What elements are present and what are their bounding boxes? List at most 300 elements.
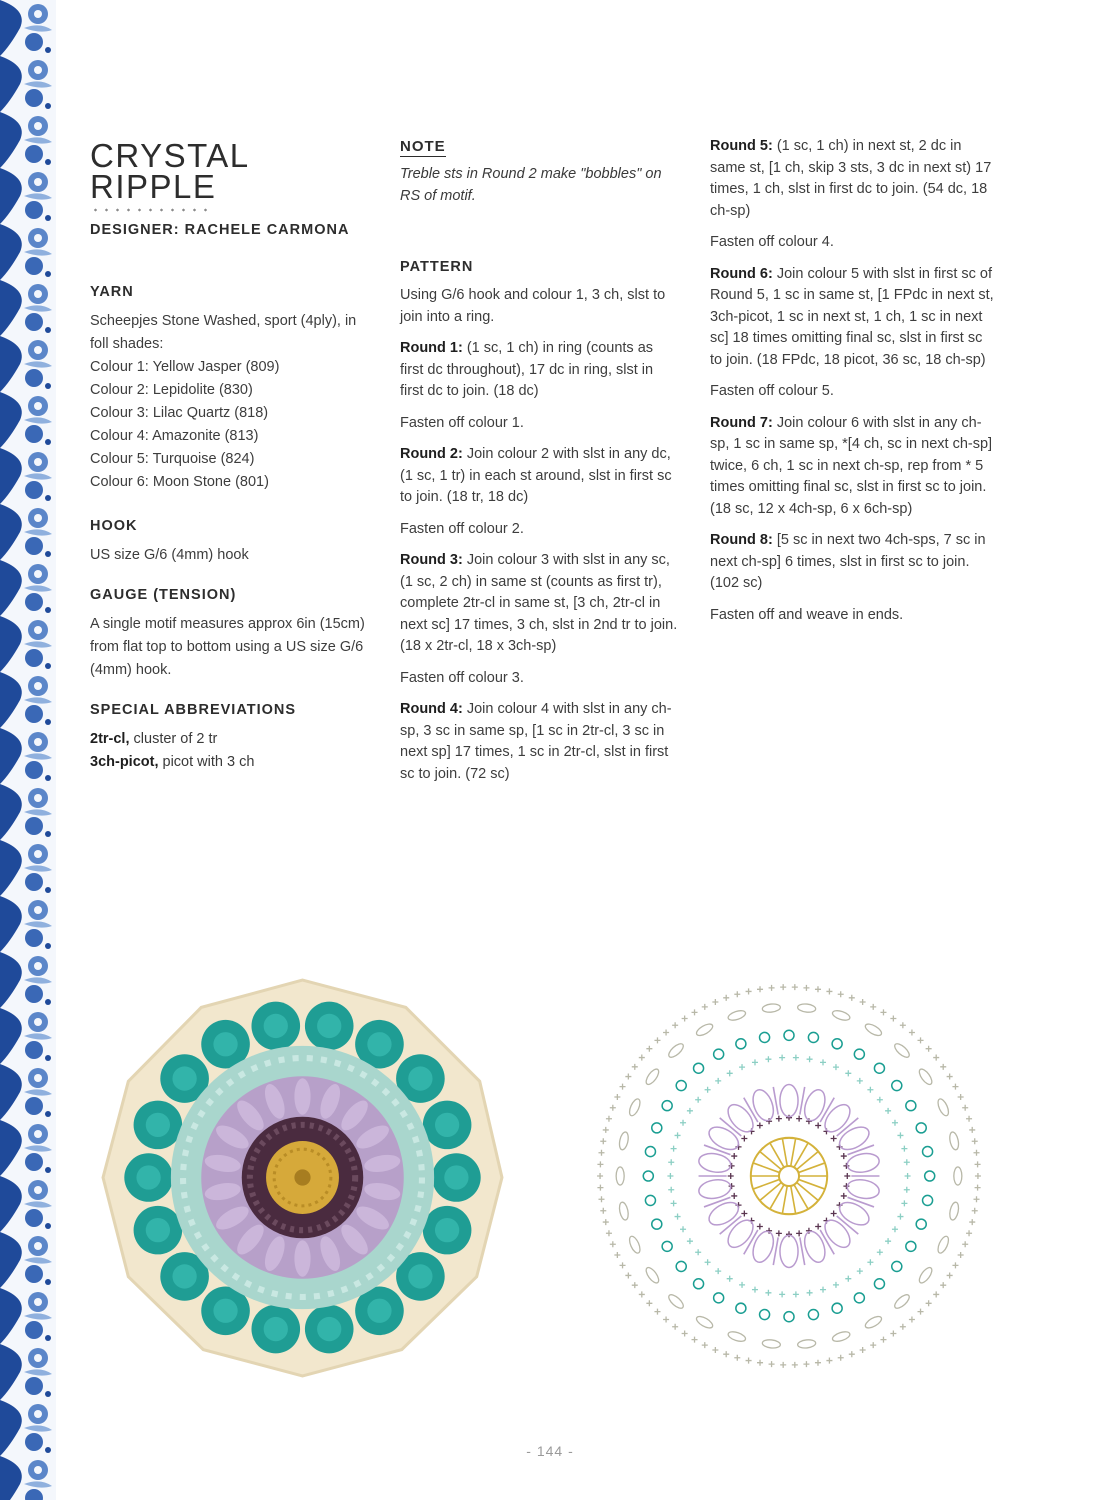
yarn-intro: Scheepjes Stone Washed, sport (4ply), in foll shades: bbox=[90, 313, 357, 352]
round-text: Join colour 5 with slst in first sc of Round 5, 1 sc in same st, [1 FPdc in next st, 3ch-picot, 1 sc in next st, 1 ch, 1 sc in next sc] 18 times omitting final sc, slst in first sc to join. (18 FPdc, 18 picot, 36 sc, 18 ch-sp) bbox=[710, 265, 994, 368]
sc-symbol bbox=[734, 1355, 740, 1361]
sc-symbol bbox=[614, 1094, 620, 1100]
lilac-petal bbox=[294, 1240, 310, 1276]
sc-symbol bbox=[845, 1070, 851, 1076]
sc-symbol bbox=[672, 1324, 678, 1330]
sc-symbol bbox=[741, 1210, 747, 1216]
column-middle bbox=[400, 130, 680, 795]
sc-symbol bbox=[904, 1159, 910, 1165]
sc-symbol bbox=[695, 1097, 701, 1103]
round-label: Round 6: bbox=[710, 265, 773, 282]
sc-symbol bbox=[838, 1355, 844, 1361]
sc-symbol bbox=[723, 995, 729, 1001]
sc-symbol bbox=[877, 1249, 883, 1255]
sc-symbol bbox=[769, 985, 775, 991]
teal-bobble-highlight bbox=[264, 1317, 288, 1341]
sc-symbol bbox=[663, 1030, 669, 1036]
stitch-post bbox=[791, 1138, 796, 1166]
sc-symbol bbox=[739, 1064, 745, 1070]
cluster-loop bbox=[801, 1087, 829, 1123]
sc-symbol bbox=[947, 1272, 953, 1278]
round-label: Round 1: bbox=[400, 340, 463, 356]
sc-symbol bbox=[680, 1226, 686, 1232]
picot-symbol bbox=[714, 1049, 724, 1059]
sc-symbol bbox=[639, 1055, 645, 1061]
round-label: Round 4: bbox=[400, 701, 463, 717]
sc-symbol bbox=[780, 984, 786, 990]
sc-symbol bbox=[796, 1116, 802, 1122]
sc-symbol bbox=[880, 1009, 886, 1015]
sc-symbol bbox=[940, 1282, 946, 1288]
abbreviation-2tr-cl bbox=[90, 728, 365, 751]
gauge-heading: GAUGE (TENSION) bbox=[90, 587, 237, 603]
sc-symbol bbox=[606, 1116, 612, 1122]
chain-symbol bbox=[695, 1022, 715, 1038]
cluster-loop bbox=[697, 1151, 732, 1174]
abbreviation-term: 2tr-cl, bbox=[90, 731, 130, 747]
round-2 bbox=[400, 444, 680, 509]
abbreviation-3ch-picot bbox=[90, 751, 365, 774]
sc-symbol bbox=[958, 1252, 964, 1258]
column-left bbox=[90, 130, 365, 774]
sc-symbol bbox=[905, 1173, 911, 1179]
stitch-post bbox=[794, 1185, 808, 1209]
sc-symbol bbox=[909, 1316, 915, 1322]
abbreviation-definition: cluster of 2 tr bbox=[129, 731, 218, 747]
sc-symbol bbox=[926, 1300, 932, 1306]
picot-symbol bbox=[676, 1261, 686, 1271]
sc-symbol bbox=[900, 1324, 906, 1330]
sc-symbol bbox=[841, 1193, 847, 1199]
chain-symbol bbox=[618, 1201, 630, 1220]
round-label: Round 7: bbox=[710, 414, 773, 431]
picot-symbol bbox=[906, 1241, 916, 1251]
sc-symbol bbox=[668, 1159, 674, 1165]
sc-symbol bbox=[820, 1059, 826, 1065]
decorative-border bbox=[0, 0, 56, 1500]
chain-symbol bbox=[831, 1009, 851, 1022]
stitch-post bbox=[794, 1143, 808, 1167]
fasten-off-final: Fasten off and weave in ends. bbox=[710, 606, 904, 623]
sc-symbol bbox=[597, 1173, 603, 1179]
sc-symbol bbox=[831, 1136, 837, 1142]
sc-symbol bbox=[692, 1009, 698, 1015]
picot-symbol bbox=[643, 1171, 653, 1181]
sc-symbol bbox=[715, 1078, 721, 1084]
picot-symbol bbox=[906, 1101, 916, 1111]
sc-symbol bbox=[739, 1282, 745, 1288]
teal-bobble-highlight bbox=[213, 1032, 237, 1056]
sc-symbol bbox=[620, 1262, 626, 1268]
sc-symbol bbox=[600, 1138, 606, 1144]
chain-symbol bbox=[893, 1292, 912, 1310]
yarn-colour-4: Colour 4: Amazonite (813) bbox=[90, 428, 259, 444]
teal-bobble-highlight bbox=[146, 1113, 170, 1137]
chain-symbol bbox=[644, 1067, 661, 1086]
round-label: Round 3: bbox=[400, 552, 463, 568]
teal-bobble-highlight bbox=[435, 1113, 459, 1137]
picot-symbol bbox=[854, 1049, 864, 1059]
sc-symbol bbox=[867, 1087, 873, 1093]
round-text: Join colour 6 with slst in any ch-sp, 1 sc in same sp, *[4 ch, sc in next ch-sp] twice, 6 ch, 1 sc in next ch-sp, rep from * 5 times omitting final sc, slst in first sc to join. (18 sc, 12 x 4ch-sp, 6 x 6ch-sp) bbox=[710, 414, 993, 517]
motif-photo bbox=[100, 975, 505, 1380]
chain-symbol bbox=[864, 1022, 884, 1038]
round-text: (1 sc, 1 ch) in ring (counts as first dc throughout), 17 dc in ring, slst in first dc to join. (18 dc) bbox=[400, 340, 654, 399]
sc-symbol bbox=[803, 1361, 809, 1367]
teal-bobble-highlight bbox=[408, 1264, 432, 1288]
sc-symbol bbox=[597, 1185, 603, 1191]
sc-symbol bbox=[682, 1015, 688, 1021]
sc-symbol bbox=[857, 1078, 863, 1084]
sc-symbol bbox=[796, 1230, 802, 1236]
picot-symbol bbox=[662, 1101, 672, 1111]
round-5 bbox=[710, 136, 995, 222]
teal-bobble-highlight bbox=[408, 1066, 432, 1090]
dotted-divider bbox=[90, 208, 212, 212]
picot-symbol bbox=[892, 1261, 902, 1271]
lilac-petal bbox=[294, 1078, 310, 1114]
sc-symbol bbox=[715, 1268, 721, 1274]
sc-symbol bbox=[625, 1074, 631, 1080]
note-text: Treble sts in Round 2 make "bobbles" on RS of motif. bbox=[400, 166, 662, 204]
note-heading: NOTE bbox=[400, 138, 446, 155]
picot-symbol bbox=[652, 1123, 662, 1133]
sc-symbol bbox=[918, 1037, 924, 1043]
picot-symbol bbox=[784, 1312, 794, 1322]
abbreviation-term: 3ch-picot, bbox=[90, 754, 159, 770]
sc-symbol bbox=[892, 1120, 898, 1126]
sc-symbol bbox=[820, 1287, 826, 1293]
sc-symbol bbox=[975, 1185, 981, 1191]
sc-symbol bbox=[671, 1200, 677, 1206]
stitch-post bbox=[782, 1186, 787, 1214]
chain-symbol bbox=[627, 1235, 642, 1255]
sc-symbol bbox=[815, 1223, 821, 1229]
sc-symbol bbox=[792, 1362, 798, 1368]
round-7 bbox=[710, 413, 995, 521]
sc-symbol bbox=[966, 1230, 972, 1236]
sc-symbol bbox=[849, 995, 855, 1001]
sc-symbol bbox=[687, 1108, 693, 1114]
chain-symbol bbox=[864, 1314, 884, 1330]
chain-symbol bbox=[618, 1131, 630, 1150]
sc-symbol bbox=[947, 1074, 953, 1080]
cluster-loop bbox=[801, 1229, 829, 1265]
chain-symbol bbox=[762, 1339, 781, 1349]
yarn-section bbox=[90, 310, 365, 494]
picot-symbol bbox=[923, 1147, 933, 1157]
sc-symbol bbox=[792, 984, 798, 990]
stitch-post bbox=[770, 1143, 784, 1167]
sc-symbol bbox=[776, 1230, 782, 1236]
round-label: Round 5: bbox=[710, 138, 773, 154]
fasten-off-5: Fasten off colour 5. bbox=[710, 383, 834, 399]
sc-symbol bbox=[687, 1238, 693, 1244]
sc-symbol bbox=[776, 1116, 782, 1122]
sc-symbol bbox=[972, 1138, 978, 1144]
sc-symbol bbox=[757, 1360, 763, 1366]
sc-symbol bbox=[639, 1291, 645, 1297]
teal-bobble-highlight bbox=[367, 1299, 391, 1323]
sc-symbol bbox=[952, 1262, 958, 1268]
sc-symbol bbox=[632, 1064, 638, 1070]
chain-symbol bbox=[917, 1266, 934, 1285]
sc-symbol bbox=[880, 1337, 886, 1343]
sc-symbol bbox=[668, 1187, 674, 1193]
cluster-loop bbox=[780, 1235, 798, 1267]
sc-symbol bbox=[826, 988, 832, 994]
teal-bobble-highlight bbox=[172, 1264, 196, 1288]
abbreviation-definition: picot with 3 ch bbox=[158, 754, 255, 770]
chain-symbol bbox=[917, 1067, 934, 1086]
sc-symbol bbox=[815, 986, 821, 992]
sc-symbol bbox=[966, 1116, 972, 1122]
sc-symbol bbox=[765, 1290, 771, 1296]
chain-symbol bbox=[627, 1097, 642, 1117]
sc-symbol bbox=[675, 1132, 681, 1138]
teal-bobble-highlight bbox=[146, 1218, 170, 1242]
sc-symbol bbox=[807, 1290, 813, 1296]
picot-symbol bbox=[645, 1195, 655, 1205]
abbreviations-heading: SPECIAL ABBREVIATIONS bbox=[90, 702, 297, 718]
sc-symbol bbox=[975, 1173, 981, 1179]
sc-symbol bbox=[849, 1351, 855, 1357]
sc-symbol bbox=[757, 986, 763, 992]
teal-bobble-highlight bbox=[172, 1066, 196, 1090]
sc-symbol bbox=[671, 1146, 677, 1152]
chain-symbol bbox=[831, 1330, 851, 1343]
sc-symbol bbox=[962, 1105, 968, 1111]
sc-symbol bbox=[598, 1196, 604, 1202]
round-text: Join colour 3 with slst in any sc, (1 sc, 2 ch) in same st (counts as first tr), complete 2tr-cl in same st, [3 ch, 2tr-cl in next sc] 17 times, 3 ch, slst in 2nd tr to join. (18 x 2tr-cl, 18 x 3ch-sp) bbox=[400, 552, 678, 654]
crochet-chart-diagram bbox=[588, 975, 990, 1377]
sc-symbol bbox=[803, 985, 809, 991]
sc-symbol bbox=[975, 1161, 981, 1167]
sc-symbol bbox=[728, 1173, 734, 1179]
chain-symbol bbox=[727, 1009, 747, 1022]
sc-symbol bbox=[610, 1105, 616, 1111]
sc-symbol bbox=[890, 1015, 896, 1021]
sc-symbol bbox=[909, 1030, 915, 1036]
cluster-loop bbox=[846, 1177, 881, 1200]
sc-symbol bbox=[692, 1337, 698, 1343]
teal-bobble-highlight bbox=[136, 1165, 160, 1189]
chain-symbol bbox=[762, 1003, 781, 1013]
sc-symbol bbox=[779, 1055, 785, 1061]
teal-bobble-highlight bbox=[444, 1165, 468, 1189]
sc-symbol bbox=[918, 1309, 924, 1315]
picot-symbol bbox=[760, 1032, 770, 1042]
sc-symbol bbox=[969, 1219, 975, 1225]
picot-symbol bbox=[916, 1219, 926, 1229]
fasten-off-4: Fasten off colour 4. bbox=[710, 234, 834, 250]
sc-symbol bbox=[746, 988, 752, 994]
yarn-colour-2: Colour 2: Lepidolite (830) bbox=[90, 382, 253, 398]
picot-symbol bbox=[784, 1030, 794, 1040]
sc-symbol bbox=[845, 1276, 851, 1282]
sc-symbol bbox=[892, 1226, 898, 1232]
pattern-intro: Using G/6 hook and colour 1, 3 ch, slst to join into a ring. bbox=[400, 287, 666, 325]
teal-bobble-highlight bbox=[317, 1014, 341, 1038]
title-line-2: RIPPLE bbox=[90, 168, 217, 205]
sc-symbol bbox=[815, 1360, 821, 1366]
round-text: Join colour 4 with slst in any ch-sp, 3 sc in same sp, [1 sc in 2tr-cl, 3 sc in next sp] 17 times, 1 sc in 2tr-cl, slst in first sc to join. (72 sc) bbox=[400, 701, 672, 782]
sc-symbol bbox=[731, 1153, 737, 1159]
cluster-loop bbox=[749, 1087, 777, 1123]
sc-symbol bbox=[705, 1087, 711, 1093]
sc-symbol bbox=[646, 1300, 652, 1306]
sc-symbol bbox=[603, 1219, 609, 1225]
sc-symbol bbox=[885, 1108, 891, 1114]
sc-symbol bbox=[780, 1362, 786, 1368]
sc-symbol bbox=[603, 1127, 609, 1133]
chain-symbol bbox=[797, 1339, 816, 1349]
chain-symbol bbox=[667, 1041, 686, 1059]
chain-symbol bbox=[616, 1167, 624, 1185]
column-right bbox=[710, 136, 995, 636]
fasten-off-2: Fasten off colour 2. bbox=[400, 520, 524, 537]
picot-symbol bbox=[736, 1303, 746, 1313]
sc-symbol bbox=[672, 1022, 678, 1028]
designer-credit: DESIGNER: RACHELE CARMONA bbox=[90, 222, 350, 238]
sc-symbol bbox=[752, 1287, 758, 1293]
sc-symbol bbox=[600, 1208, 606, 1214]
pattern-heading: PATTERN bbox=[400, 259, 474, 275]
fasten-off-1: Fasten off colour 1. bbox=[400, 414, 524, 431]
cluster-loop bbox=[749, 1229, 777, 1265]
chart-symbols bbox=[597, 984, 981, 1368]
picot-symbol bbox=[808, 1032, 818, 1042]
sc-symbol bbox=[877, 1097, 883, 1103]
round-3 bbox=[400, 550, 680, 658]
sc-symbol bbox=[793, 1291, 799, 1297]
chain-symbol bbox=[893, 1041, 912, 1059]
sc-symbol bbox=[663, 1316, 669, 1322]
sc-symbol bbox=[860, 999, 866, 1005]
round-text: [5 sc in next two 4ch-sps, 7 sc in next ch-sp] 6 times, slst in first sc to join. (102 sc) bbox=[710, 532, 986, 591]
chain-symbol bbox=[936, 1235, 951, 1255]
sc-symbol bbox=[962, 1241, 968, 1247]
sc-symbol bbox=[597, 1161, 603, 1167]
picot-symbol bbox=[736, 1039, 746, 1049]
sc-symbol bbox=[952, 1084, 958, 1090]
chain-symbol bbox=[797, 1003, 816, 1013]
teal-bobble-highlight bbox=[367, 1032, 391, 1056]
sc-symbol bbox=[870, 1342, 876, 1348]
sc-symbol bbox=[632, 1282, 638, 1288]
page-number: - 144 - bbox=[526, 1443, 574, 1459]
round-text: (1 sc, 1 ch) in next st, 2 dc in same st, [1 ch, skip 3 sts, 3 dc in next st) 17 times, 1 ch, slst in first dc to join. (54 dc, 18 ch-sp) bbox=[710, 138, 992, 219]
sc-symbol bbox=[680, 1120, 686, 1126]
sc-symbol bbox=[695, 1249, 701, 1255]
picot-symbol bbox=[694, 1063, 704, 1073]
sc-symbol bbox=[723, 1351, 729, 1357]
picot-symbol bbox=[832, 1303, 842, 1313]
picot-symbol bbox=[874, 1279, 884, 1289]
sc-symbol bbox=[610, 1241, 616, 1247]
chain-symbol bbox=[667, 1292, 686, 1310]
sc-symbol bbox=[904, 1187, 910, 1193]
sc-symbol bbox=[614, 1252, 620, 1258]
yarn-colour-3: Colour 3: Lilac Quartz (818) bbox=[90, 405, 269, 421]
chain-symbol bbox=[948, 1131, 960, 1150]
teal-bobble-highlight bbox=[264, 1014, 288, 1038]
sc-symbol bbox=[841, 1153, 847, 1159]
sc-symbol bbox=[752, 1059, 758, 1065]
sc-symbol bbox=[746, 1358, 752, 1364]
fasten-off-3: Fasten off colour 3. bbox=[400, 669, 524, 686]
sc-symbol bbox=[757, 1123, 763, 1129]
sc-symbol bbox=[860, 1347, 866, 1353]
teal-bobble-highlight bbox=[213, 1299, 237, 1323]
cluster-loop bbox=[846, 1151, 881, 1174]
round-6 bbox=[710, 264, 995, 372]
sc-symbol bbox=[867, 1259, 873, 1265]
round-label: Round 2: bbox=[400, 446, 463, 462]
sc-symbol bbox=[973, 1150, 979, 1156]
sc-symbol bbox=[727, 1070, 733, 1076]
sc-symbol bbox=[833, 1064, 839, 1070]
sc-symbol bbox=[769, 1361, 775, 1367]
picot-symbol bbox=[832, 1039, 842, 1049]
picot-symbol bbox=[645, 1147, 655, 1157]
sc-symbol bbox=[757, 1223, 763, 1229]
sc-symbol bbox=[727, 1276, 733, 1282]
chain-symbol bbox=[948, 1201, 960, 1220]
sc-symbol bbox=[900, 1022, 906, 1028]
sc-symbol bbox=[712, 999, 718, 1005]
sc-symbol bbox=[654, 1309, 660, 1315]
round-1 bbox=[400, 338, 680, 403]
sc-symbol bbox=[702, 1004, 708, 1010]
sc-symbol bbox=[667, 1173, 673, 1179]
sc-symbol bbox=[870, 1004, 876, 1010]
sc-symbol bbox=[897, 1132, 903, 1138]
sc-symbol bbox=[901, 1146, 907, 1152]
sc-symbol bbox=[606, 1230, 612, 1236]
picot-symbol bbox=[854, 1293, 864, 1303]
sc-symbol bbox=[844, 1173, 850, 1179]
sc-symbol bbox=[682, 1330, 688, 1336]
sc-symbol bbox=[897, 1214, 903, 1220]
hook-text: US size G/6 (4mm) hook bbox=[90, 547, 249, 563]
picot-symbol bbox=[925, 1171, 935, 1181]
sc-symbol bbox=[654, 1037, 660, 1043]
sc-symbol bbox=[901, 1200, 907, 1206]
chain-symbol bbox=[644, 1266, 661, 1285]
cluster-loop bbox=[697, 1177, 732, 1200]
chain-symbol bbox=[695, 1314, 715, 1330]
center-ring bbox=[779, 1166, 799, 1186]
yarn-colour-1: Colour 1: Yellow Jasper (809) bbox=[90, 359, 280, 375]
stitch-post bbox=[782, 1138, 787, 1166]
sc-symbol bbox=[958, 1094, 964, 1100]
sc-symbol bbox=[831, 1210, 837, 1216]
picot-symbol bbox=[874, 1063, 884, 1073]
yarn-colour-5: Colour 5: Turquoise (824) bbox=[90, 451, 255, 467]
cluster-loop bbox=[780, 1085, 798, 1117]
hook-heading: HOOK bbox=[90, 518, 138, 534]
sc-symbol bbox=[972, 1208, 978, 1214]
yarn-heading: YARN bbox=[90, 284, 134, 300]
picot-symbol bbox=[916, 1123, 926, 1133]
title-line-1: CRYSTAL bbox=[90, 137, 250, 174]
sc-symbol bbox=[815, 1123, 821, 1129]
picot-symbol bbox=[923, 1195, 933, 1205]
page-title bbox=[90, 137, 365, 205]
sc-symbol bbox=[890, 1330, 896, 1336]
sc-symbol bbox=[973, 1196, 979, 1202]
